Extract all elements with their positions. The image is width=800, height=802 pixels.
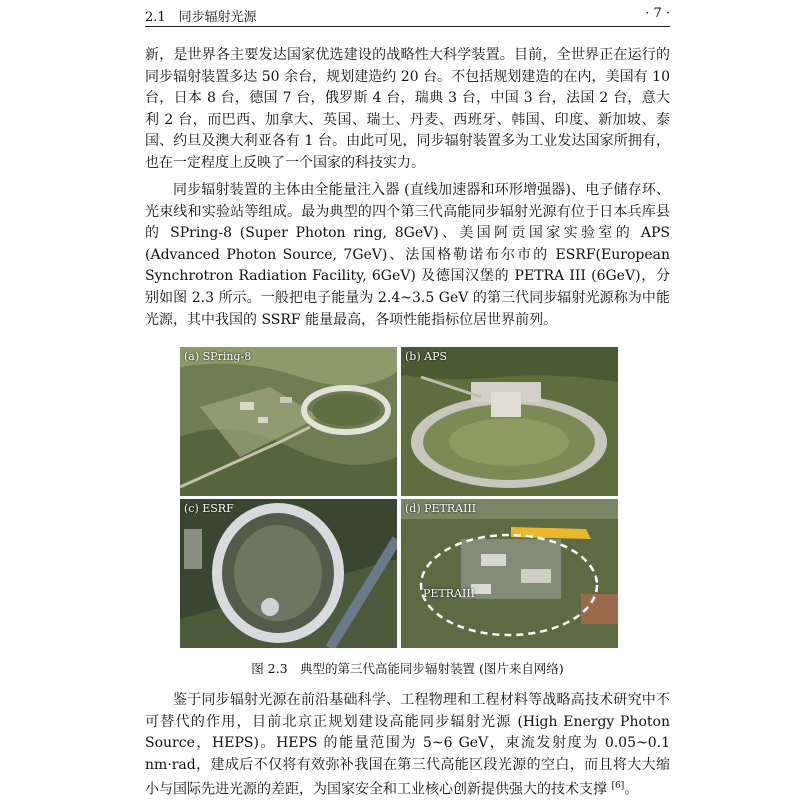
- paragraph-1: 新，是世界各主要发达国家优选建设的战略性大科学装置。目前，全世界正在运行的同步辐射装置多达 50 余台，规划建造约 20 台。不包括规划建造的在内，美国有 10 台，日本 8 台，德国 7 台，俄罗斯 4 台，瑞典 3 台，中国 3 台，法国 2 台，意大利 2 台，而巴西、加拿大、英国、瑞士、丹麦、西班牙、韩国、印度、新加坡、泰国、约旦及澳大利亚各有 1 台。由此可见，同步辐射装置多为工业发达国家所拥有，也在一定程度上反映了一个国家的科技实力。: [145, 47, 670, 171]
- paragraph-3-text: 鉴于同步辐射光源在前沿基础科学、工程物理和工程材料等战略高技术研究中不可替代的作用，目前北京正规划建设高能同步辐射光源 (High Energy Photon Source，HEPS)。HEPS 的能量范围为 5~6 GeV，束流发射度为 0.05~0.1 nm·rad，建成后不仅将有效弥补我国在第三代高能区段光源的空白，而且将大大缩小与国际先进光源的差距，为国家安全和工业核心创新提供强大的技术支撑: [145, 692, 670, 799]
- photo-aps: [401, 347, 618, 496]
- paragraph-3: [145, 690, 670, 802]
- aps-aerial-image: [401, 347, 618, 496]
- paragraph-3-end: 。: [624, 782, 639, 799]
- citation-ref[interactable]: [6]: [611, 781, 625, 792]
- page-number: · 7 ·: [645, 6, 670, 21]
- section-title: 2.1 同步辐射光源: [145, 10, 257, 25]
- spring8-aerial-image: [180, 347, 397, 496]
- figure-caption: 图 2.3 典型的第三代高能同步辐射装置 (图片来自网络): [251, 661, 564, 676]
- petra3-aerial-image: [401, 499, 618, 648]
- panel-label-c: (c) ESRF: [184, 502, 234, 515]
- figure-2-3: [180, 347, 618, 649]
- panel-label-b: (b) APS: [405, 350, 448, 363]
- panel-label-d: (d) PETRAIII: [405, 502, 477, 515]
- petra3-ring-label: PETRAIII: [423, 587, 476, 600]
- running-header: [145, 4, 670, 27]
- paragraph-2: 同步辐射装置的主体由全能量注入器 (直线加速器和环形增强器)、电子储存环、光束线和实验站等组成。最为典型的四个第三代高能同步辐射光源有位于日本兵库县的 SPring-8 (Super Photon ring, 8GeV)、美国阿贡国家实验室的 APS (Advanced Photon Source, 7GeV)、法国格勒诺布尔市的 ESRF(European Synchrotron Radiation Facility, 6GeV) 及德国汉堡的 PETRA III (6GeV)，分别如图 2.3 所示。一般把电子能量为 2.4~3.5 GeV 的第三代同步辐射光源称为中能光源，其中我国的 SSRF 能量最高，各项性能指标位居世界前列。: [145, 182, 670, 328]
- panel-label-a: (a) SPring-8: [184, 350, 252, 363]
- esrf-aerial-image: [180, 499, 397, 648]
- photo-spring8: [180, 347, 397, 496]
- photo-petra3: [401, 499, 618, 648]
- photo-esrf: [180, 499, 397, 648]
